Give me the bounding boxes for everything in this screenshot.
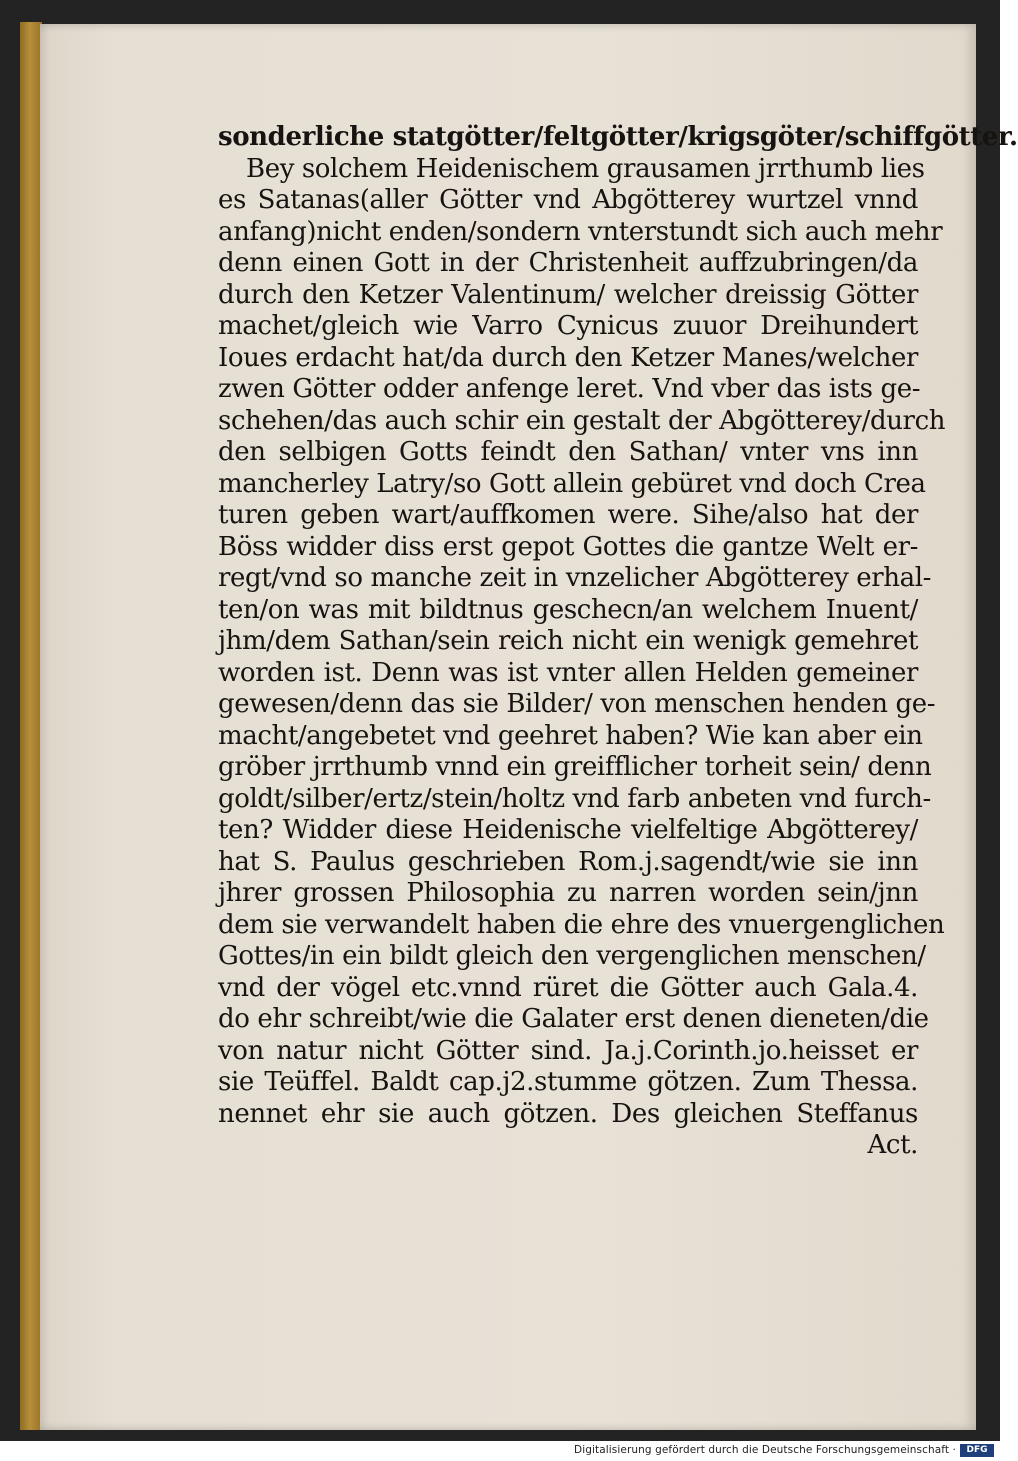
text-line: es Satanas(aller Götter vnd Abgötterey wurtzel vnnd: [218, 185, 918, 215]
text-line: Böss widder diss erst gepot Gottes die gantze Welt er-: [218, 531, 918, 562]
text-line: mancherley Latry/so Gott allein gebüret vnd doch Crea: [218, 468, 926, 499]
text-line: goldt/silber/ertz/stein/holtz vnd farb anbeten vnd furch-: [218, 783, 931, 814]
funding-credit: Digitalisierung gefördert durch die Deutsche Forschungsgemeinschaft ·: [574, 1444, 956, 1456]
text-line: hat S. Paulus geschrieben Rom.j.sagendt/wie sie inn: [218, 846, 918, 877]
text-line: schehen/das auch schir ein gestalt der Abgötterey/durch: [218, 405, 946, 436]
text-line: sonderliche statgötter/feltgötter/krigsgöter/schiffgötter.: [218, 122, 1018, 152]
text-line: nennet ehr sie auch götzen. Des gleichen Steffanus: [218, 1098, 918, 1129]
text-line: denn einen Gott in der Christenheit auffzubringen/da: [218, 248, 918, 278]
text-line: dem sie verwandelt haben die ehre des vnuergenglichen: [218, 909, 945, 940]
text-line: machet/gleich wie Varro Cynicus zuuor Dreihundert: [218, 311, 918, 341]
text-line: regt/vnd so manche zeit in vnzelicher Abgötterey erhal-: [218, 563, 932, 593]
text-line: ten/on was mit bildtnus geschecn/an welchem Inuent/: [218, 594, 918, 625]
text-line: vnd der vögel etc.vnnd rüret die Götter auch Gala.4.: [218, 972, 918, 1003]
dfg-logo-icon: DFG: [960, 1444, 994, 1457]
text-line: durch den Ketzer Valentinum/ welcher dreissig Götter: [218, 279, 918, 310]
text-line: den selbigen Gotts feindt den Sathan/ vnter vns inn: [218, 437, 918, 467]
text-line: Bey solchem Heidenischem grausamen jrrthumb lies: [246, 153, 925, 184]
text-line: von natur nicht Götter sind. Ja.j.Corinth.jo.heisset er: [218, 1035, 918, 1066]
footer-bar: [0, 1441, 1000, 1461]
page-text-block: [218, 122, 1018, 1162]
text-line: do ehr schreibt/wie die Galater erst denen dieneten/die: [218, 1004, 929, 1034]
book-page: [40, 24, 1018, 1430]
text-line: turen geben wart/auffkomen were. Sihe/also hat der: [218, 500, 918, 530]
catchword: Act.: [867, 1130, 918, 1160]
text-line: sie Teüffel. Baldt cap.j2.stumme götzen. Zum Thessa.: [218, 1067, 918, 1097]
text-line: ten? Widder diese Heidenische vielfeltige Abgötterey/: [218, 815, 918, 845]
text-line: zwen Götter odder anfenge leret. Vnd vber das ists ge-: [218, 374, 921, 404]
text-line: Ioues erdacht hat/da durch den Ketzer Manes/welcher: [218, 342, 918, 373]
text-line: Gottes/in ein bildt gleich den vergenglichen menschen/: [218, 941, 926, 971]
text-line: anfang)nicht enden/sondern vnterstundt sich auch mehr: [218, 216, 943, 247]
text-line: gewesen/denn das sie Bilder/ von menschen henden ge-: [218, 689, 936, 719]
text-line: worden ist. Denn was ist vnter allen Helden gemeiner: [218, 657, 918, 688]
text-line: jhrer grossen Philosophia zu narren worden sein/jnn: [218, 878, 918, 908]
book-binding-edge: [20, 22, 42, 1430]
text-line: jhm/dem Sathan/sein reich nicht ein wenigk gemehret: [218, 626, 918, 656]
text-line: macht/angebetet vnd geehret haben? Wie kan aber ein: [218, 720, 923, 751]
text-line: gröber jrrthumb vnnd ein greifflicher torheit sein/ denn: [218, 752, 932, 782]
